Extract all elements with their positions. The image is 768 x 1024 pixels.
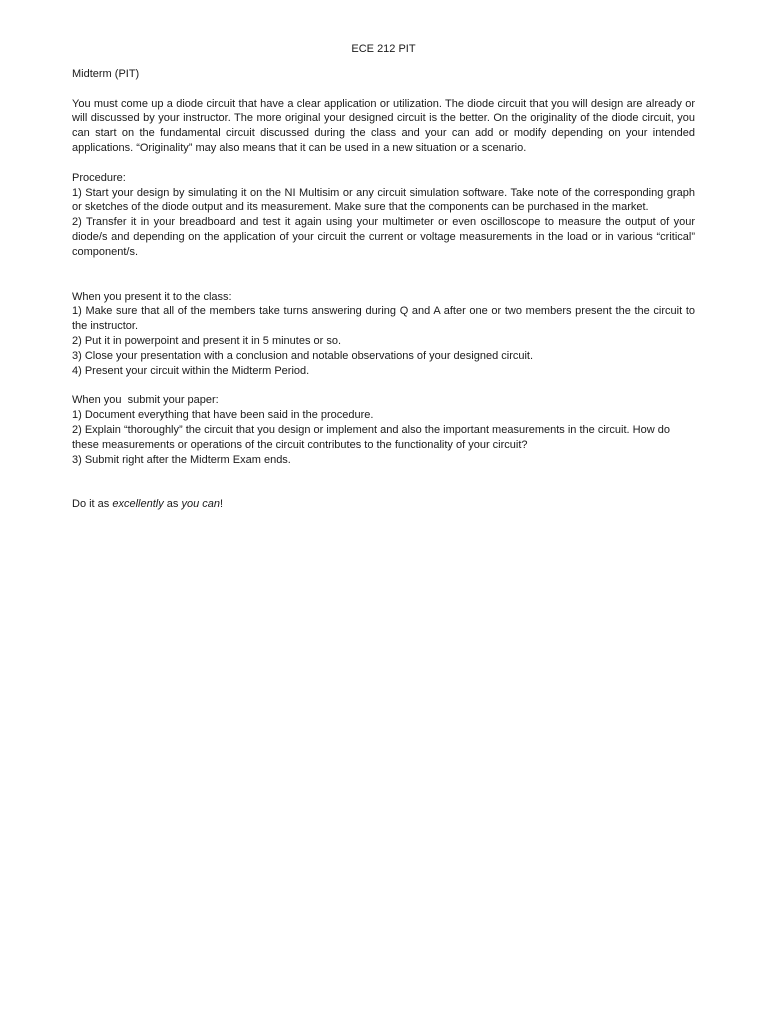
submit-item-3: 3) Submit right after the Midterm Exam ends.	[72, 453, 291, 466]
present-item-2: 2) Put it in powerpoint and present it in 5 minutes or so.	[72, 334, 342, 347]
submit-item-1: 1) Document everything that have been said in the procedure.	[72, 409, 374, 422]
spacer	[72, 82, 695, 97]
present-item-1: 1) Make sure that all of the members take turns answering during Q and A after one or two members present the the circuit to the instructor.	[72, 305, 695, 333]
procedure-item-2: 2) Transfer it in your breadboard and test it again using your multimeter or even oscilloscope to measure the output of your diode/s and depending on the application of your circuit the current or voltage measurements in the load or in various “critical” component/s.	[72, 216, 695, 258]
submit-list	[72, 408, 695, 467]
procedure-list	[72, 186, 695, 260]
closing-emphasis-2: you can	[181, 498, 220, 511]
closing-emphasis-1: excellently	[112, 498, 164, 511]
procedure-item-1: 1) Start your design by simulating it on the NI Multisim or any circuit simulation software. Take note of the corresponding graph or sketches of the diode output and its measurement. Make sure that the components can be purchased in the market.	[72, 186, 695, 214]
closing-text-3: !	[219, 498, 224, 511]
spacer	[72, 467, 695, 497]
procedure-title: Procedure:	[72, 171, 126, 184]
submit-item-2: 2) Explain “thoroughly” the circuit that you design or implement and also the important measurements in the circuit. How do these measurements or operations of the circuit contributes to the functionality of your circuit?	[72, 423, 670, 451]
present-list	[72, 304, 695, 378]
present-item-3: 3) Close your presentation with a conclusion and notable observations of your designed circuit.	[72, 349, 534, 362]
document-subtitle: Midterm (PIT)	[72, 67, 140, 80]
closing-text-2: as	[163, 498, 182, 511]
present-item-4: 4) Present your circuit within the Midterm Period.	[72, 364, 310, 377]
spacer	[72, 156, 695, 171]
spacer	[72, 260, 695, 290]
closing-line	[72, 497, 695, 512]
spacer	[72, 378, 695, 393]
closing-text-1: Do it as	[72, 498, 113, 511]
present-title: When you present it to the class:	[72, 290, 232, 303]
document-header: ECE 212 PIT	[351, 43, 416, 55]
submit-title: When you submit your paper:	[72, 394, 219, 407]
intro-paragraph: You must come up a diode circuit that have a clear application or utilization. The diode circuit that you will design are already or will discussed by your instructor. The more original your designed circuit is the better. On the originality of the diode circuit, you can start on the fundamental circuit discussed during the class and your can add or modify depending on your intended applications. “Originality” may also means that it can be used in a new situation or a scenario.	[72, 97, 695, 154]
document-page	[72, 42, 695, 512]
